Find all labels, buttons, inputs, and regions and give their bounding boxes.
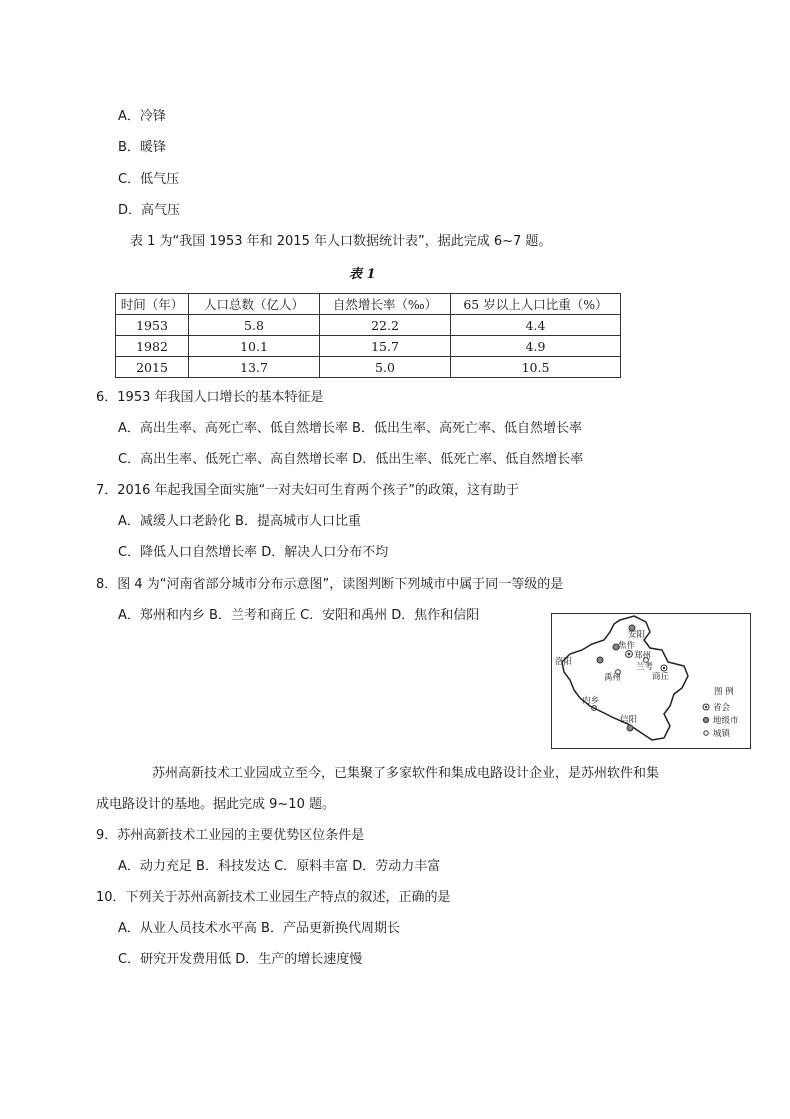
symbol-xinyang	[627, 725, 633, 731]
table-cell: 10.1	[189, 336, 320, 357]
legend-item: 城镇	[713, 729, 731, 739]
table-cell: 10.5	[451, 357, 621, 378]
q8-options: A．郑州和内乡 B．兰考和商丘 C．安阳和禹州 D．焦作和信阳	[118, 608, 480, 623]
q8-stem: 8．图 4 为“河南省部分城市分布示意图”，读图判断下列城市中属于同一等级的是	[96, 577, 564, 592]
henan-map-svg	[552, 614, 750, 748]
table-row	[116, 357, 621, 378]
table-cell: 22.2	[320, 315, 451, 336]
legend-town-symbol	[704, 731, 708, 735]
city-label: 信阳	[620, 715, 638, 725]
city-label: 内乡	[582, 696, 600, 706]
city-label: 商丘	[652, 672, 670, 682]
q5-option-c: C．低气压	[118, 172, 180, 187]
table-header: 时间（年）	[116, 294, 189, 315]
city-label: 洛阳	[555, 657, 573, 667]
q6-options-ab: A．高出生率、高死亡率、低自然增长率 B．低出生率、高死亡率、低自然增长率	[118, 421, 582, 436]
city-label: 郑州	[634, 651, 652, 661]
table-header: 自然增长率（‰）	[320, 294, 451, 315]
q5-option-b: B．暖锋	[118, 140, 166, 155]
legend-prefecture-symbol	[703, 717, 708, 722]
legend-capital-dot	[705, 706, 707, 708]
table-row	[116, 315, 621, 336]
q6-options-cd: C．高出生率、低死亡率、高自然增长率 D．低出生率、低死亡率、低自然增长率	[118, 452, 584, 467]
city-label: 焦作	[618, 641, 636, 651]
table-cell: 5.0	[320, 357, 451, 378]
q10-options-ab: A．从业人员技术水平高 B．产品更新换代周期长	[118, 921, 400, 936]
symbol-luoyang	[597, 657, 603, 663]
q6-stem: 6．1953 年我国人口增长的基本特征是	[96, 390, 324, 405]
table-cell: 2015	[116, 357, 189, 378]
table-header: 人口总数（亿人）	[189, 294, 320, 315]
symbol-shangqiu	[661, 665, 667, 671]
q7-options-cd: C．降低人口自然增长率 D．解决人口分布不均	[118, 545, 389, 560]
table-cell: 4.9	[451, 336, 621, 357]
table-row	[116, 336, 621, 357]
q5-option-d: D．高气压	[118, 203, 181, 218]
q9-options: A．动力充足 B．科技发达 C．原料丰富 D．劳动力丰富	[118, 859, 441, 874]
table-cell: 13.7	[189, 357, 320, 378]
symbol-zhengzhou	[626, 651, 633, 658]
population-table	[115, 293, 621, 378]
q7-stem: 7．2016 年起我国全面实施“一对夫妇可生育两个孩子”的政策，这有助于	[96, 483, 519, 498]
table-cell: 1953	[116, 315, 189, 336]
legend-item: 地级市	[713, 716, 739, 726]
table-cell: 1982	[116, 336, 189, 357]
table-header-row	[116, 294, 621, 315]
henan-city-map	[551, 613, 751, 749]
city-label: 禹州	[604, 673, 622, 683]
q5-option-a: A．冷锋	[118, 109, 166, 124]
table-intro: 表 1 为“我国 1953 年和 2015 年人口数据统计表”，据此完成 6~7 题。	[130, 234, 552, 249]
suzhou-intro-line-2: 成电路设计的基地。据此完成 9~10 题。	[96, 797, 335, 812]
suzhou-intro-line-1: 苏州高新技术工业园成立至今，已集聚了多家软件和集成电路设计企业，是苏州软件和集	[152, 766, 660, 781]
table-header: 65 岁以上人口比重（%）	[451, 294, 621, 315]
table-cell: 4.4	[451, 315, 621, 336]
legend-item: 省会	[713, 703, 731, 713]
q10-stem: 10．下列关于苏州高新技术工业园生产特点的叙述，正确的是	[96, 890, 451, 905]
q9-stem: 9．苏州高新技术工业园的主要优势区位条件是	[96, 828, 365, 843]
q10-options-cd: C．研究开发费用低 D．生产的增长速度慢	[118, 952, 363, 967]
city-label: 安阳	[628, 630, 646, 640]
table-cell: 5.8	[189, 315, 320, 336]
city-label: 兰考	[636, 662, 654, 672]
table-caption: 表 1	[349, 267, 376, 282]
table-cell: 15.7	[320, 336, 451, 357]
q7-options-ab: A．减缓人口老龄化 B．提高城市人口比重	[118, 514, 361, 529]
legend-title: 图 例	[714, 687, 734, 697]
